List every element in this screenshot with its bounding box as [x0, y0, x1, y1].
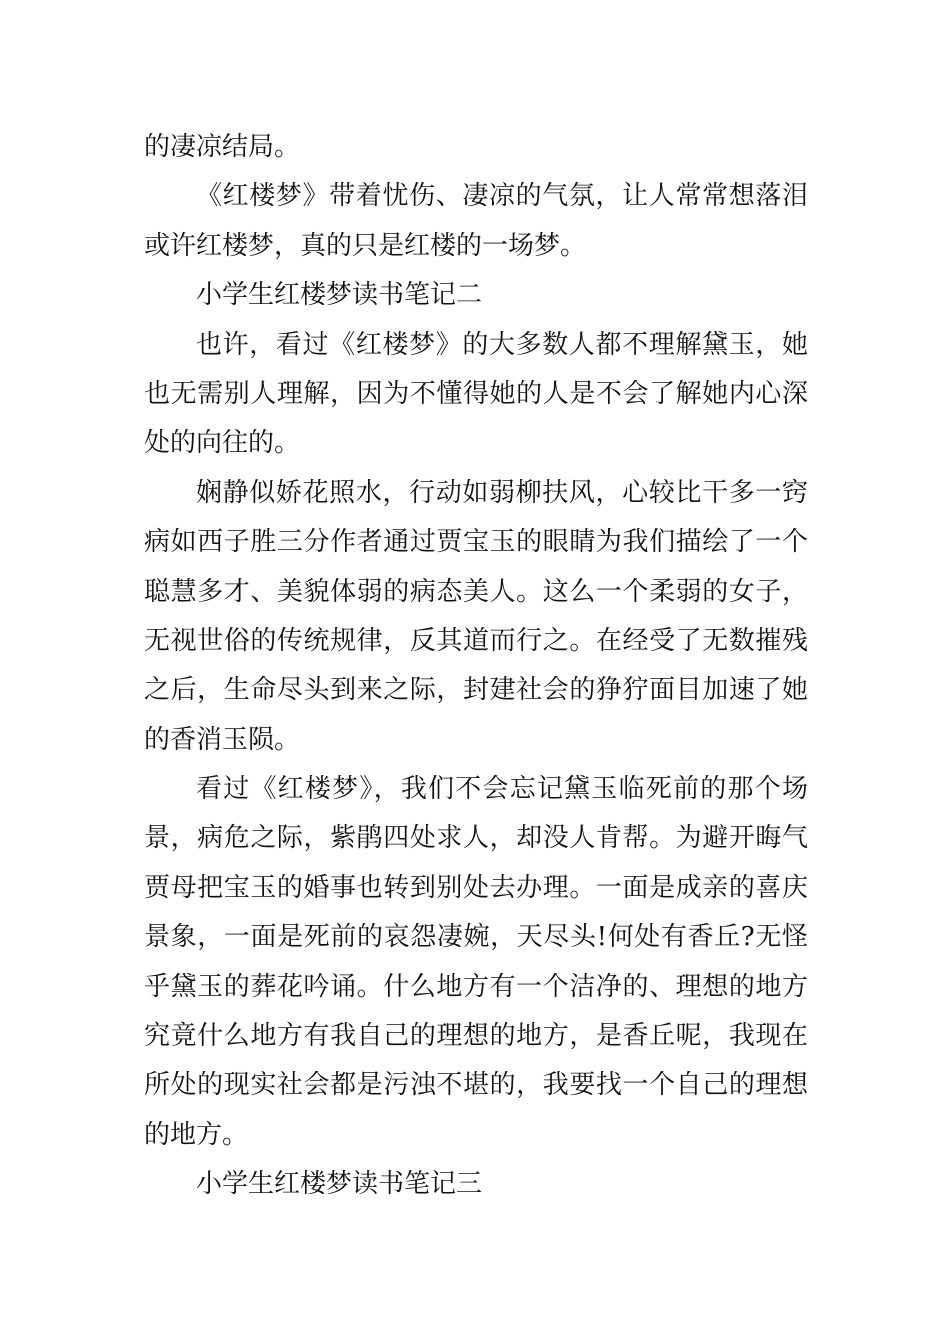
text-line: 娴静似娇花照水，行动如弱柳扶风，心较比干多一窍: [196, 477, 808, 508]
text-line: 病如西子胜三分作者通过贾宝玉的眼睛为我们描绘了一个: [144, 527, 808, 558]
text-line: 的香消玉陨。: [144, 724, 301, 755]
text-line: 贾母把宝玉的婚事也转到别处去办理。一面是成亲的喜庆: [144, 872, 808, 903]
text-line: 的凄凉结局。: [144, 132, 301, 162]
text-line: 究竟什么地方有我自己的理想的地方，是香丘呢，我现在: [144, 1021, 808, 1052]
text-line: 也许，看过《红楼梦》的大多数人都不理解黛玉，她: [196, 329, 808, 360]
text-line: 的地方。: [144, 1119, 249, 1150]
text-line: 所处的现实社会都是污浊不堪的，我要找一个自己的理想: [144, 1070, 808, 1101]
text-line: 也无需别人理解，因为不懂得她的人是不会了解她内心深: [144, 378, 808, 409]
section-heading: 小学生红楼梦读书笔记三: [196, 1169, 483, 1200]
text-line: 《红楼梦》带着忧伤、凄凉的气氛，让人常常想落泪: [196, 181, 808, 212]
document-body: [144, 123, 808, 1210]
text-line: 处的向往的。: [144, 428, 301, 459]
text-line: 之后，生命尽头到来之际，封建社会的狰狞面目加速了她: [144, 675, 808, 706]
text-line: 无视世俗的传统规律，反其道而行之。在经受了无数摧残: [144, 625, 808, 656]
text-line: 景象，一面是死前的哀怨凄婉，天尽头!何处有香丘?无怪: [144, 922, 808, 953]
text-line: 或许红楼梦，真的只是红楼的一场梦。: [144, 230, 587, 261]
text-line: 乎黛玉的葬花吟诵。什么地方有一个洁净的、理想的地方: [144, 971, 808, 1002]
text-line: 看过《红楼梦》，我们不会忘记黛玉临死前的那个场: [196, 774, 808, 805]
text-line: 景，病危之际，紫鹃四处求人，却没人肯帮。为避开晦气: [144, 823, 808, 854]
text-line: 聪慧多才、美貌体弱的病态美人。这么一个柔弱的女子，: [144, 576, 808, 607]
section-heading: 小学生红楼梦读书笔记二: [196, 280, 483, 311]
